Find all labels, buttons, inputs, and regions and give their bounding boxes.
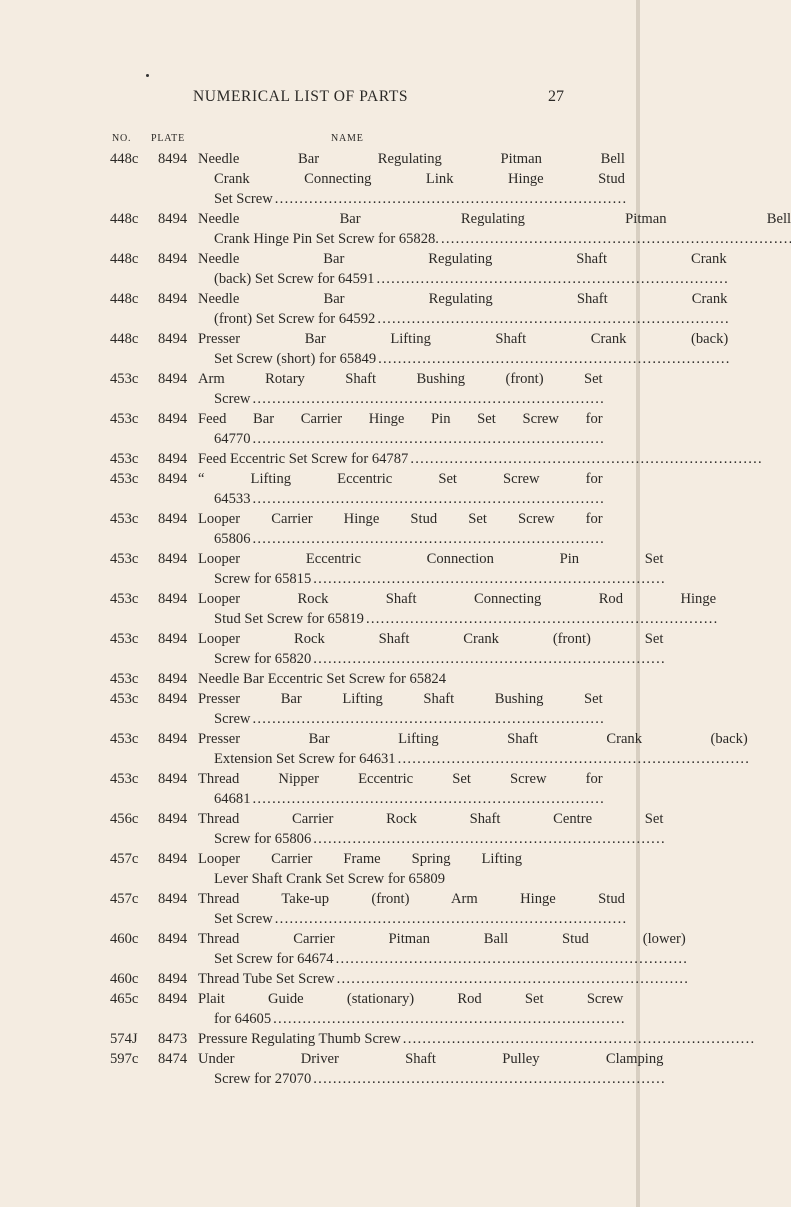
part-name	[198, 509, 603, 549]
part-number: 448c	[110, 211, 139, 227]
dot-leader	[252, 389, 602, 409]
dot-leader	[252, 529, 602, 549]
plate-number: 8494	[158, 511, 188, 527]
part-number: 453c	[110, 511, 139, 527]
part-name	[198, 849, 522, 889]
part-entry	[110, 1049, 664, 1089]
part-name-line: Needle Bar Regulating Shaft Crank	[198, 291, 728, 307]
dot-leader	[313, 1069, 663, 1089]
part-entry	[110, 669, 522, 689]
part-number: 448c	[110, 291, 139, 307]
part-name-line: Crank Connecting Link Hinge Stud	[214, 171, 625, 187]
part-name-line: Extension Set Screw for 64631	[214, 751, 396, 767]
part-number: 453c	[110, 771, 139, 787]
plate-number: 8494	[158, 251, 188, 267]
part-name-line: 64533	[214, 491, 251, 507]
part-name-line: Set Screw	[214, 911, 273, 927]
part-number: 460c	[110, 931, 139, 947]
plate-number: 8494	[158, 591, 188, 607]
part-name-line: Plait Guide (stationary) Rod Set Screw	[198, 991, 624, 1007]
part-name-line: (back) Set Screw for 64591	[214, 271, 375, 287]
dot-leader	[252, 489, 602, 509]
plate-number: 8494	[158, 811, 188, 827]
part-name-line: Screw for 65815	[214, 571, 312, 587]
part-name	[198, 1049, 663, 1089]
part-name	[198, 1029, 753, 1049]
part-entry	[110, 849, 522, 889]
plate-number: 8494	[158, 671, 188, 687]
plate-number: 8494	[158, 971, 188, 987]
part-name	[198, 329, 728, 369]
part-name	[198, 469, 603, 509]
dot-leader	[313, 569, 663, 589]
part-name-line: Thread Carrier Rock Shaft Centre Set	[198, 811, 664, 827]
part-name-line: Looper Carrier Frame Spring Lifting	[198, 851, 522, 867]
part-entry	[110, 629, 664, 669]
dot-leader	[313, 829, 663, 849]
part-number: 453c	[110, 691, 139, 707]
plate-number: 8494	[158, 451, 188, 467]
plate-number: 8494	[158, 371, 188, 387]
part-entry	[110, 889, 625, 929]
part-name-line: Arm Rotary Shaft Bushing (front) Set	[198, 371, 603, 387]
part-name	[198, 449, 760, 469]
part-number: 453c	[110, 671, 139, 687]
part-entry	[110, 329, 729, 369]
part-entry	[110, 289, 728, 329]
part-entry	[110, 1029, 522, 1049]
part-name-line: Needle Bar Regulating Pitman Bell	[198, 211, 791, 227]
part-name-line: 64681	[214, 791, 251, 807]
column-header-no: NO.	[112, 133, 132, 144]
part-entry	[110, 729, 748, 769]
column-header-name: NAME	[331, 133, 364, 144]
part-number: 457c	[110, 851, 139, 867]
part-name	[198, 729, 748, 769]
dot-leader	[252, 789, 602, 809]
part-name	[198, 289, 727, 329]
part-name-text: Needle Bar Eccentric Set Screw for 65824	[198, 671, 446, 687]
part-name-line: Screw for 65806	[214, 831, 312, 847]
part-number: 453c	[110, 411, 139, 427]
part-name	[198, 809, 663, 849]
part-name-line: Looper Rock Shaft Connecting Rod Hinge	[198, 591, 717, 607]
part-name-line: Looper Rock Shaft Crank (front) Set	[198, 631, 664, 647]
plate-number: 8494	[158, 771, 188, 787]
part-name-line: Screw for 27070	[214, 1071, 312, 1087]
dot-leader	[275, 189, 625, 209]
part-entry	[110, 369, 603, 409]
part-entry	[110, 149, 625, 209]
dot-leader	[252, 429, 602, 449]
part-name-line: Screw	[214, 711, 251, 727]
part-name-line: Presser Bar Lifting Shaft Crank (back)	[198, 331, 729, 347]
part-name-line: Stud Set Screw for 65819	[214, 611, 364, 627]
part-entry	[110, 549, 664, 589]
plate-number: 8494	[158, 151, 188, 167]
part-number: 574J	[110, 1031, 138, 1047]
plate-number: 8474	[158, 1051, 188, 1067]
plate-number: 8494	[158, 631, 188, 647]
part-entry	[110, 589, 717, 629]
dot-leader	[273, 1009, 623, 1029]
dot-leader	[336, 949, 686, 969]
dot-leader	[252, 709, 602, 729]
part-number: 453c	[110, 731, 139, 747]
part-name-line: Thread Take-up (front) Arm Hinge Stud	[198, 891, 625, 907]
part-number: 597c	[110, 1051, 139, 1067]
part-entry	[110, 809, 664, 849]
part-name-text: Pressure Regulating Thumb Screw	[198, 1031, 401, 1047]
part-name	[198, 769, 603, 809]
part-name-line: Screw	[214, 391, 251, 407]
plate-number: 8494	[158, 931, 188, 947]
plate-number: 8494	[158, 991, 188, 1007]
part-entry	[110, 209, 791, 249]
dot-leader	[377, 309, 727, 329]
part-name	[198, 209, 791, 249]
part-name	[198, 669, 522, 689]
part-entry	[110, 469, 603, 509]
dot-leader	[378, 349, 728, 369]
part-name-line: Under Driver Shaft Pulley Clamping	[198, 1051, 664, 1067]
part-name	[198, 549, 663, 589]
part-entry	[110, 989, 624, 1029]
dot-leader	[275, 909, 625, 929]
part-name-line: Screw for 65820	[214, 651, 312, 667]
part-number: 448c	[110, 331, 139, 347]
dot-leader	[398, 749, 748, 769]
part-number: 456c	[110, 811, 139, 827]
plate-number: 8473	[158, 1031, 188, 1047]
page-title: NUMERICAL LIST OF PARTS	[193, 88, 409, 105]
part-number: 453c	[110, 371, 139, 387]
part-entry	[110, 449, 522, 469]
part-number: 457c	[110, 891, 139, 907]
part-name-line: Needle Bar Regulating Pitman Bell	[198, 151, 625, 167]
part-number: 453c	[110, 551, 139, 567]
part-number: 448c	[110, 151, 139, 167]
plate-number: 8494	[158, 891, 188, 907]
part-name	[198, 409, 603, 449]
part-name-line: Set Screw for 64674	[214, 951, 334, 967]
plate-number: 8494	[158, 211, 188, 227]
part-name-line: Lever Shaft Crank Set Screw for 65809	[214, 871, 446, 887]
part-name	[198, 629, 663, 669]
part-name	[198, 689, 603, 729]
part-name-line: for 64605	[214, 1011, 272, 1027]
part-number: 453c	[110, 471, 139, 487]
dot-leader	[403, 1029, 753, 1049]
part-name-line: Needle Bar Regulating Shaft Crank	[198, 251, 727, 267]
part-entry	[110, 409, 603, 449]
part-number: 460c	[110, 971, 139, 987]
plate-number: 8494	[158, 331, 188, 347]
ink-dot	[146, 74, 149, 77]
part-name-text: Feed Eccentric Set Screw for 64787	[198, 451, 409, 467]
plate-number: 8494	[158, 691, 188, 707]
page-header	[0, 88, 640, 110]
dot-leader	[410, 449, 760, 469]
part-name-line: Thread Nipper Eccentric Set Screw for	[198, 771, 603, 787]
plate-number: 8494	[158, 411, 188, 427]
part-name-line: Looper Carrier Hinge Stud Set Screw for	[198, 511, 603, 527]
part-entry	[110, 249, 727, 289]
part-number: 465c	[110, 991, 139, 1007]
part-name-line: Looper Eccentric Connection Pin Set	[198, 551, 664, 567]
dot-leader	[376, 269, 726, 289]
part-name-line: Set Screw	[214, 191, 273, 207]
parts-list	[110, 149, 791, 1089]
part-number: 453c	[110, 451, 139, 467]
part-name-line: Presser Bar Lifting Shaft Crank (back)	[198, 731, 748, 747]
page-number: 27	[548, 88, 564, 105]
part-name-line: 64770	[214, 431, 251, 447]
part-number: 448c	[110, 251, 139, 267]
dot-leader	[441, 229, 791, 249]
dot-leader	[313, 649, 663, 669]
part-number: 453c	[110, 631, 139, 647]
plate-number: 8494	[158, 471, 188, 487]
part-name-line: Presser Bar Lifting Shaft Bushing Set	[198, 691, 603, 707]
column-header-plate: PLATE	[151, 133, 185, 144]
part-entry	[110, 969, 522, 989]
part-number: 453c	[110, 591, 139, 607]
dot-leader	[366, 609, 716, 629]
part-name	[198, 249, 727, 289]
part-name	[198, 989, 623, 1029]
part-name	[198, 969, 687, 989]
part-entry	[110, 689, 603, 729]
column-headers	[0, 133, 640, 147]
part-name	[198, 889, 625, 929]
part-name-line: (front) Set Screw for 64592	[214, 311, 376, 327]
part-entry	[110, 929, 686, 969]
part-name	[198, 929, 686, 969]
dot-leader	[337, 969, 687, 989]
plate-number: 8494	[158, 551, 188, 567]
part-name	[198, 149, 625, 209]
part-name-line: Set Screw (short) for 65849	[214, 351, 377, 367]
part-name-text: Thread Tube Set Screw	[198, 971, 335, 987]
part-name-line: 65806	[214, 531, 251, 547]
part-entry	[110, 509, 603, 549]
part-name-line: “ Lifting Eccentric Set Screw for	[198, 471, 603, 487]
part-name-line: Feed Bar Carrier Hinge Pin Set Screw for	[198, 411, 603, 427]
part-name	[198, 369, 603, 409]
plate-number: 8494	[158, 291, 188, 307]
part-name-line: Crank Hinge Pin Set Screw for 65828.	[214, 231, 439, 247]
plate-number: 8494	[158, 851, 188, 867]
part-name-line: Thread Carrier Pitman Ball Stud (lower)	[198, 931, 686, 947]
part-name	[198, 589, 716, 629]
plate-number: 8494	[158, 731, 188, 747]
part-entry	[110, 769, 603, 809]
